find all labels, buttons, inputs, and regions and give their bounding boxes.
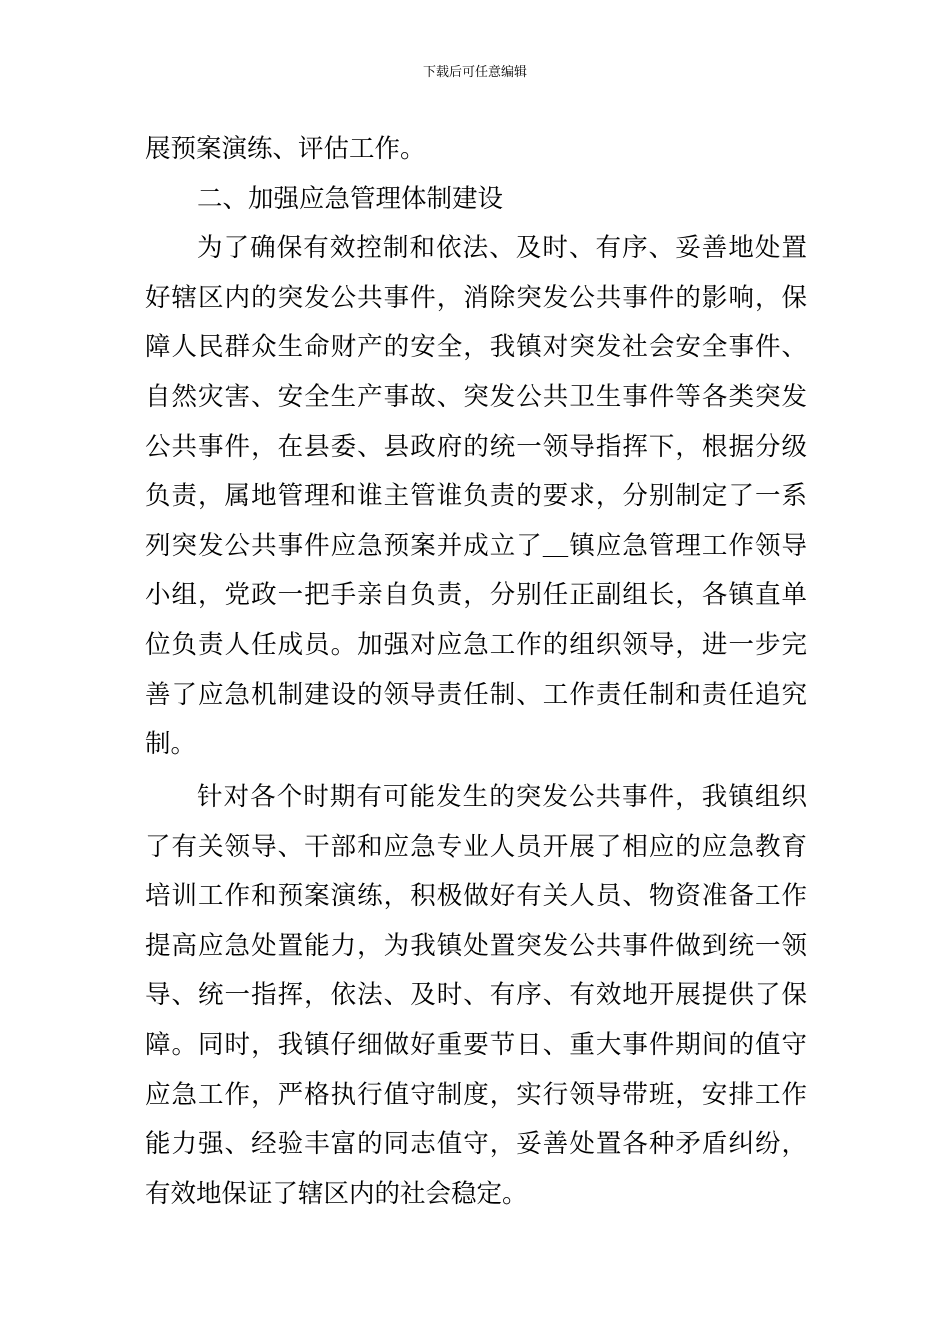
text-line: 障人民群众生命财产的安全，我镇对突发社会安全事件、 bbox=[145, 332, 807, 363]
text-line: 培训工作和预案演练，积极做好有关人员、物资准备工作 bbox=[145, 881, 807, 912]
text-line: 展预案演练、评估工作。 bbox=[145, 134, 426, 164]
page-header: 下载后可任意编辑 bbox=[422, 65, 527, 80]
section-heading: 二、加强应急管理体制建设 bbox=[197, 183, 504, 214]
text-line: 小组，党政一把手亲自负责，分别任正副组长，各镇直单 bbox=[145, 580, 807, 611]
text-line: 导、统一指挥，依法、及时、有序、有效地开展提供了保 bbox=[145, 980, 807, 1011]
text-line: 应急工作，严格执行值守制度，实行领导带班，安排工作 bbox=[145, 1079, 807, 1110]
text-line: 好辖区内的突发公共事件，消除突发公共事件的影响，保 bbox=[145, 282, 807, 313]
document-body-section-1 bbox=[145, 125, 807, 770]
text-line: 针对各个时期有可能发生的突发公共事件，我镇组织 bbox=[197, 782, 807, 812]
text-line: 能力强、经验丰富的同志值守，妥善处置各种矛盾纠纷， bbox=[145, 1129, 807, 1160]
text-line: 公共事件，在县委、县政府的统一领导指挥下，根据分级 bbox=[145, 431, 807, 462]
text-line: 负责，属地管理和谁主管谁负责的要求，分别制定了一系 bbox=[145, 481, 807, 512]
text-line: 制。 bbox=[145, 729, 197, 760]
text-line: 有效地保证了辖区内的社会稳定。 bbox=[145, 1178, 528, 1209]
text-line: 了有关领导、干部和应急专业人员开展了相应的应急教育 bbox=[145, 831, 807, 862]
text-line: 位负责人任成员。加强对应急工作的组织领导，进一步完 bbox=[145, 629, 807, 660]
text-line: 善了应急机制建设的领导责任制、工作责任制和责任追究 bbox=[145, 679, 807, 710]
text-line: 列突发公共事件应急预案并成立了＿镇应急管理工作领导 bbox=[145, 530, 807, 561]
text-line: 为了确保有效控制和依法、及时、有序、妥善地处置 bbox=[197, 233, 807, 264]
text-line: 障。同时，我镇仔细做好重要节日、重大事件期间的值守 bbox=[145, 1029, 807, 1060]
text-line: 提高应急处置能力，为我镇处置突发公共事件做到统一领 bbox=[145, 930, 807, 961]
document-body-section-2 bbox=[145, 773, 807, 1219]
text-line: 自然灾害、安全生产事故、突发公共卫生事件等各类突发 bbox=[145, 381, 807, 412]
